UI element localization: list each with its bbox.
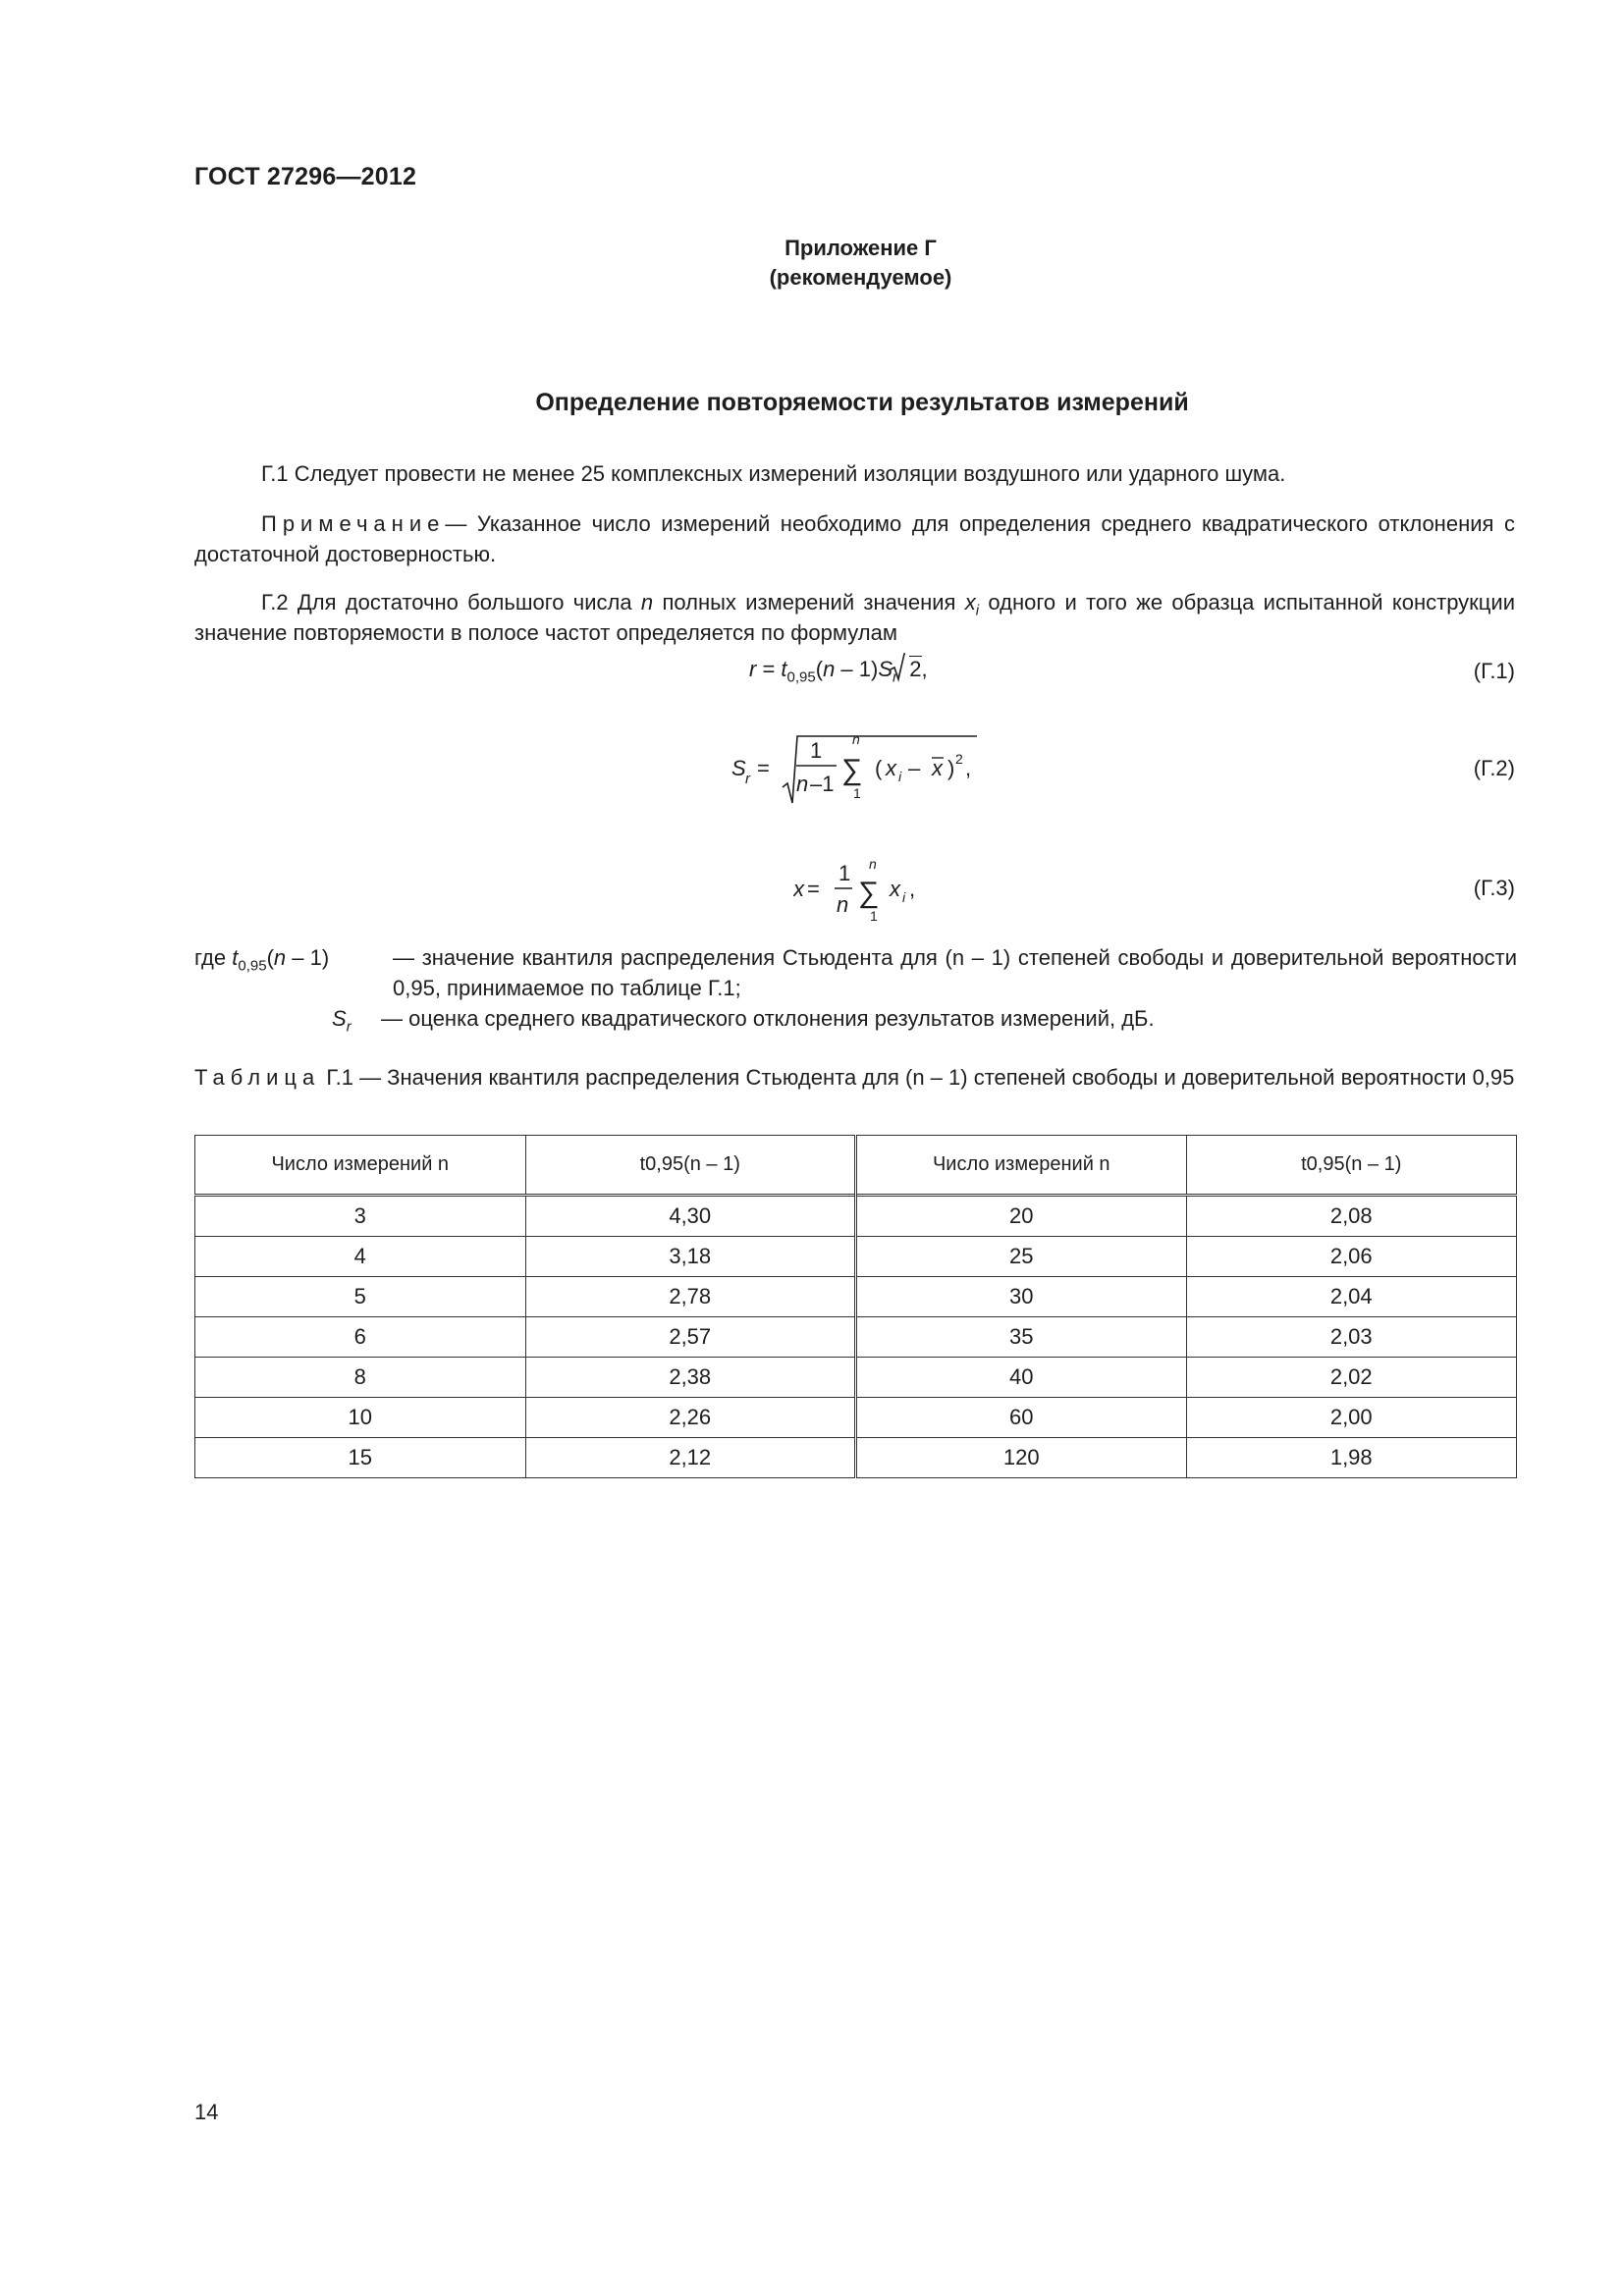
g2-text-1: Г.2 Для достаточно большого числа — [261, 590, 641, 614]
table-cell: 4,30 — [525, 1196, 856, 1237]
quantile-table — [194, 1135, 1517, 1478]
svg-text:n: n — [869, 859, 877, 872]
svg-text:n: n — [852, 731, 860, 747]
svg-text:–1: –1 — [810, 772, 835, 796]
table-cell: 3 — [195, 1196, 526, 1237]
table-caption — [194, 1062, 1515, 1093]
g2-text-3: одного и того же образца испытанной конструкции значение повторяемости в полосе частот определяется по формулам — [194, 590, 1515, 645]
table-cell: 2,06 — [1186, 1237, 1517, 1277]
table-row — [195, 1358, 1517, 1398]
table-cell: 3,18 — [525, 1237, 856, 1277]
table-header-cell: Число измерений n — [195, 1136, 526, 1196]
g2-text-2: полных измерений значения — [653, 590, 965, 614]
where-s-symbol: $S_r$ — [332, 1006, 352, 1036]
table-row — [195, 1438, 1517, 1478]
table-header-cell: t0,95(n – 1) — [1186, 1136, 1517, 1196]
svg-text:S: S — [731, 756, 746, 780]
paragraph-g1: Г.1 Следует провести не менее 25 комплексных измерений изоляции воздушного или ударного шума. — [261, 461, 1286, 486]
table-row — [195, 1398, 1517, 1438]
where-s-description: — оценка среднего квадратического отклонения результатов измерений, дБ. — [381, 1006, 1155, 1031]
table-cell: 40 — [856, 1358, 1187, 1398]
table-cell: 25 — [856, 1237, 1187, 1277]
document-header: ГОСТ 27296—2012 — [194, 163, 417, 190]
annex-title: Приложение Г — [784, 236, 937, 260]
table-cell: 2,12 — [525, 1438, 856, 1478]
note-paragraph — [194, 508, 1515, 569]
svg-text:n: n — [796, 772, 809, 796]
svg-text:r: r — [745, 771, 750, 787]
table-cell: 2,00 — [1186, 1398, 1517, 1438]
svg-text:1: 1 — [853, 785, 861, 801]
table-cell: 2,04 — [1186, 1277, 1517, 1317]
formula-g2-graphic — [731, 731, 997, 813]
formula-g3 — [793, 859, 941, 928]
sqrt-sign — [890, 653, 905, 682]
svg-text:1: 1 — [810, 738, 823, 763]
table-cell: 2,26 — [525, 1398, 856, 1438]
page-number: 14 — [194, 2100, 219, 2124]
where-prefix: где — [194, 945, 227, 970]
table-row — [195, 1196, 1517, 1237]
formula-g3-graphic — [793, 859, 941, 928]
table-cell: 120 — [856, 1438, 1187, 1478]
table-caption-text: Г.1 — Значения квантиля распределения Стьюдента для (n – 1) степеней свободы и доверительной вероятности 0,95 — [320, 1065, 1515, 1090]
paragraph-g2 — [194, 587, 1515, 648]
table-row — [195, 1237, 1517, 1277]
svg-text:,: , — [909, 877, 916, 901]
svg-text:(: ( — [875, 756, 883, 780]
table-cell: 6 — [195, 1317, 526, 1358]
g2-var-n: n — [640, 590, 654, 614]
table-header-cell: Число измерений n — [856, 1136, 1187, 1196]
svg-text:1: 1 — [870, 908, 878, 924]
table-cell: 2,78 — [525, 1277, 856, 1317]
svg-text:,: , — [965, 756, 972, 780]
table-cell: 1,98 — [1186, 1438, 1517, 1478]
table-cell: 2,03 — [1186, 1317, 1517, 1358]
section-title: Определение повторяемости результатов измерений — [535, 389, 1189, 416]
svg-text:): ) — [947, 756, 955, 780]
table-cell: 8 — [195, 1358, 526, 1398]
table-cell: 2,08 — [1186, 1196, 1517, 1237]
svg-text:=: = — [757, 756, 770, 780]
svg-text:x: x — [890, 877, 900, 901]
svg-text:2: 2 — [955, 751, 963, 767]
table-cell: 2,38 — [525, 1358, 856, 1398]
table-cell: 60 — [856, 1398, 1187, 1438]
g2-var-x: x — [964, 590, 976, 614]
where-t-description: — значение квантиля распределения Стьюдента для (n – 1) степеней свободы и доверительной вероятности 0,95, принимаемое по таблице Г.1; — [393, 945, 1517, 1000]
svg-text:x: x — [793, 877, 804, 901]
note-label: Примечание — [261, 511, 446, 536]
table-cell: 2,57 — [525, 1317, 856, 1358]
table-cell: 4 — [195, 1237, 526, 1277]
table-cell: 5 — [195, 1277, 526, 1317]
svg-text:i: i — [902, 889, 906, 905]
table-cell: 2,02 — [1186, 1358, 1517, 1398]
annex-status: (рекомендуемое) — [769, 265, 952, 290]
table-cell: 10 — [195, 1398, 526, 1438]
table-header-row — [195, 1136, 1517, 1196]
table-cell: 35 — [856, 1317, 1187, 1358]
svg-text:i: i — [898, 769, 902, 784]
svg-text:–: – — [908, 756, 921, 780]
table-header-cell: t0,95(n – 1) — [525, 1136, 856, 1196]
table-row — [195, 1317, 1517, 1358]
svg-text:∑: ∑ — [841, 754, 863, 786]
table-cell: 30 — [856, 1277, 1187, 1317]
formula-g1: $r = t_{0,95}(n - 1)S_r$ 2, — [749, 657, 928, 682]
table-cell: 20 — [856, 1196, 1187, 1237]
g2-var-i: i — [975, 602, 980, 619]
formula-g2 — [731, 731, 987, 813]
formula-number-g2: (Г.2) — [1473, 756, 1515, 780]
formula-number-g3: (Г.3) — [1473, 876, 1515, 900]
svg-text:n: n — [837, 892, 849, 917]
table-cell: 15 — [195, 1438, 526, 1478]
note-text: — Указанное число измерений необходимо для определения среднего квадратического отклонения с достаточной достоверностью. — [194, 511, 1515, 566]
where-label: где $t_{0,95}(n - 1)$ — [194, 945, 330, 975]
table-row — [195, 1277, 1517, 1317]
svg-text:1: 1 — [839, 861, 851, 885]
svg-text:x: x — [886, 756, 896, 780]
formula-number-g1: (Г.1) — [1473, 659, 1515, 683]
table-caption-label: Таблица — [194, 1065, 321, 1090]
svg-text:=: = — [807, 877, 820, 901]
svg-text:∑: ∑ — [858, 877, 880, 909]
svg-text:x: x — [932, 756, 943, 780]
